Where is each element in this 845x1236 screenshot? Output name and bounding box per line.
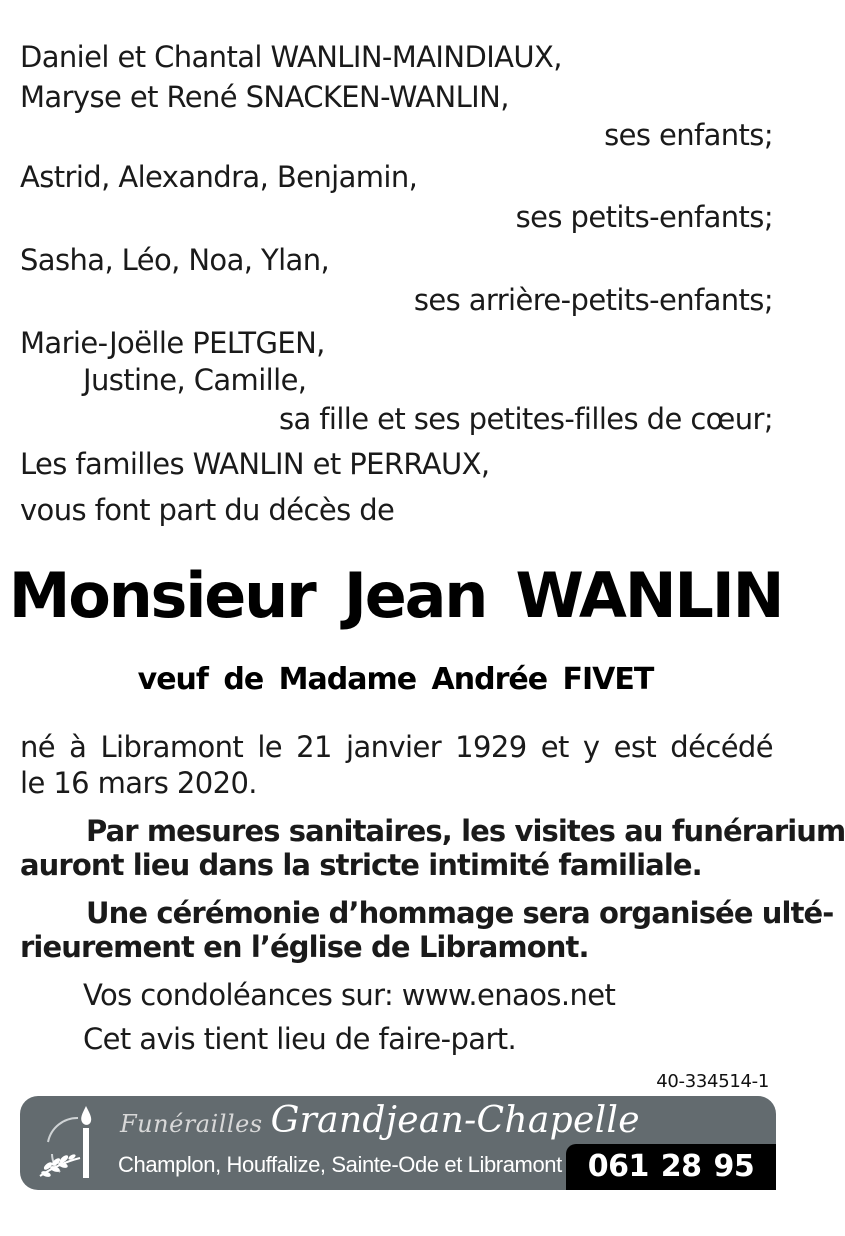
sanitary-notice-line-2: auront lieu dans la stricte intimité familiale. — [20, 848, 702, 882]
grandchildren-names: Astrid, Alexandra, Benjamin, — [20, 160, 418, 194]
ceremony-notice-line-2: rieurement en l’église de Libramont. — [20, 930, 589, 964]
family-line-2: Maryse et René SNACKEN-WANLIN, — [20, 80, 509, 114]
phone-number: 061 28 95 43 — [566, 1144, 776, 1190]
announcement-line: vous font part du décès de — [20, 493, 395, 527]
great-grandchildren-names: Sasha, Léo, Noa, Ylan, — [20, 243, 330, 277]
great-grandchildren-label: ses arrière-petits-enfants; — [413, 283, 773, 317]
grandchildren-label: ses petits-enfants; — [515, 200, 773, 234]
family-line-1: Daniel et Chantal WANLIN-MAINDIAUX, — [20, 40, 562, 74]
condolences-line: Vos condoléances sur: www.enaos.net — [83, 978, 616, 1012]
brand-prefix: Funérailles — [120, 1110, 263, 1138]
birth-death-line-2: le 16 mars 2020. — [20, 766, 257, 800]
candle-wheat-icon — [30, 1102, 116, 1184]
reference-number: 40-334514-1 — [656, 1071, 769, 1092]
heart-label: sa fille et ses petites-filles de cœur; — [278, 402, 773, 436]
children-label: ses enfants; — [604, 118, 773, 152]
widower-line: veuf de Madame Andrée FIVET — [137, 662, 654, 697]
funeral-home-brand — [120, 1100, 640, 1141]
brand-name: Grandjean-Chapelle — [270, 1100, 640, 1141]
heart-granddaughters-names: Justine, Camille, — [83, 363, 307, 397]
birth-death-line-1: né à Libramont le 21 janvier 1929 et y est décédé — [20, 730, 773, 764]
sanitary-notice-line-1: Par mesures sanitaires, les visites au funérarium — [86, 814, 845, 848]
funeral-home-banner — [20, 1096, 776, 1230]
heart-daughter-name: Marie-Joëlle PELTGEN, — [20, 326, 325, 360]
faire-part-line: Cet avis tient lieu de faire-part. — [83, 1022, 517, 1056]
deceased-name: Monsieur Jean WANLIN — [8, 559, 783, 632]
ceremony-notice-line-1: Une cérémonie d’hommage sera organisée ulté- — [86, 896, 834, 930]
families-line: Les familles WANLIN et PERRAUX, — [20, 447, 490, 481]
funeral-home-locations: Champlon, Houffalize, Sainte-Ode et Libramont — [118, 1152, 562, 1177]
